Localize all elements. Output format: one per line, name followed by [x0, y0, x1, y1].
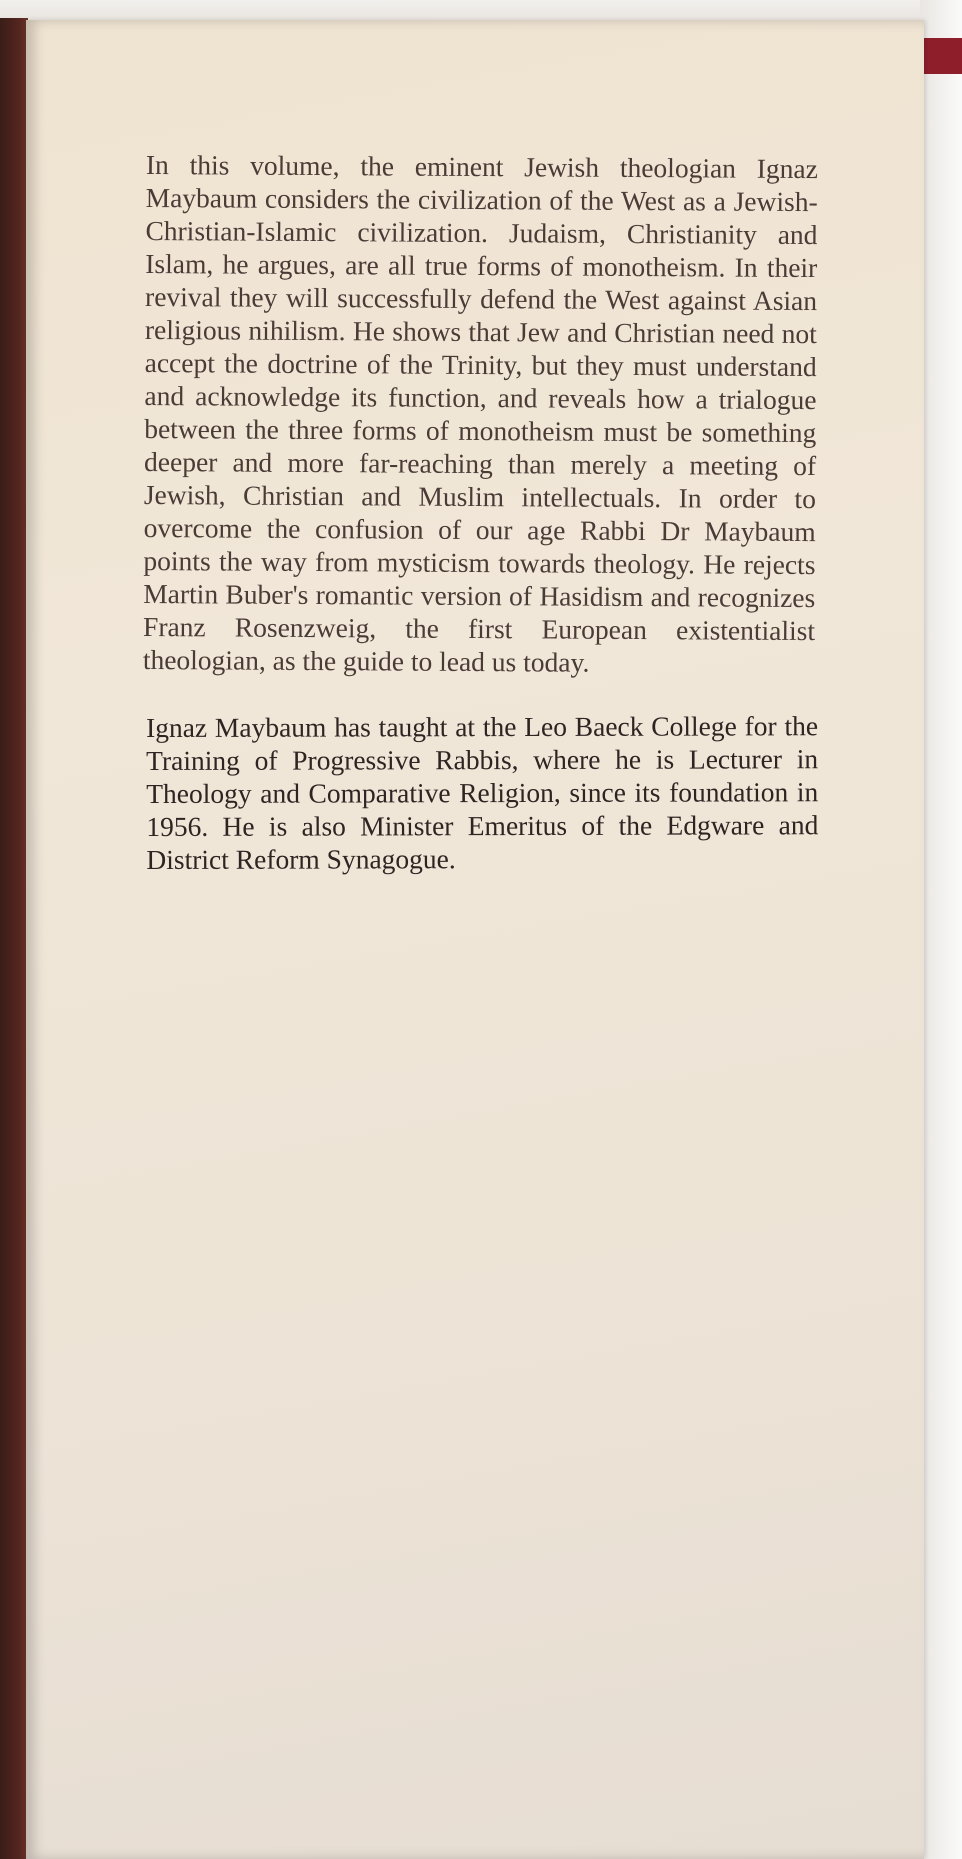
author-biography: Ignaz Maybaum has taught at the Leo Baeck College for the Training of Progressive Rabbis, where he is Lecturer in Theology and Comparative Religion, since its foundation in 1956. He is also Minister Emeritus of the Edgware and District Reform Synagogue.: [146, 710, 819, 875]
book-description: In this volume, the eminent Jewish theologian Ignaz Maybaum considers the civilization of the West as a Jewish-Christian-Islamic civilization. Judaism, Christianity and Islam, he argues, are all true forms of monotheism. In their revival they will successfully defend the West against Asian religious nihilism. He shows that Jew and Christian need not accept the doctrine of the Trinity, but they must understand and acknowledge its function, and reveals how a trialogue between the three forms of monotheism must be something deeper and more far-reaching than merely a meeting of Jewish, Christian and Muslim intellectuals. In order to overcome the confusion of our age Rabbi Dr Maybaum points the way from mysticism towards theology. He rejects Martin Buber's romantic version of Hasidism and recognizes Franz Rosenzweig, the first European existentialist theologian, as the guide to lead us today.: [142, 148, 818, 678]
background-surface: [0, 0, 962, 22]
book-cover-edge: [918, 38, 962, 74]
background-surface-right: [920, 0, 962, 1859]
flap-text-block: [142, 148, 819, 876]
book-spine: [0, 18, 28, 1859]
